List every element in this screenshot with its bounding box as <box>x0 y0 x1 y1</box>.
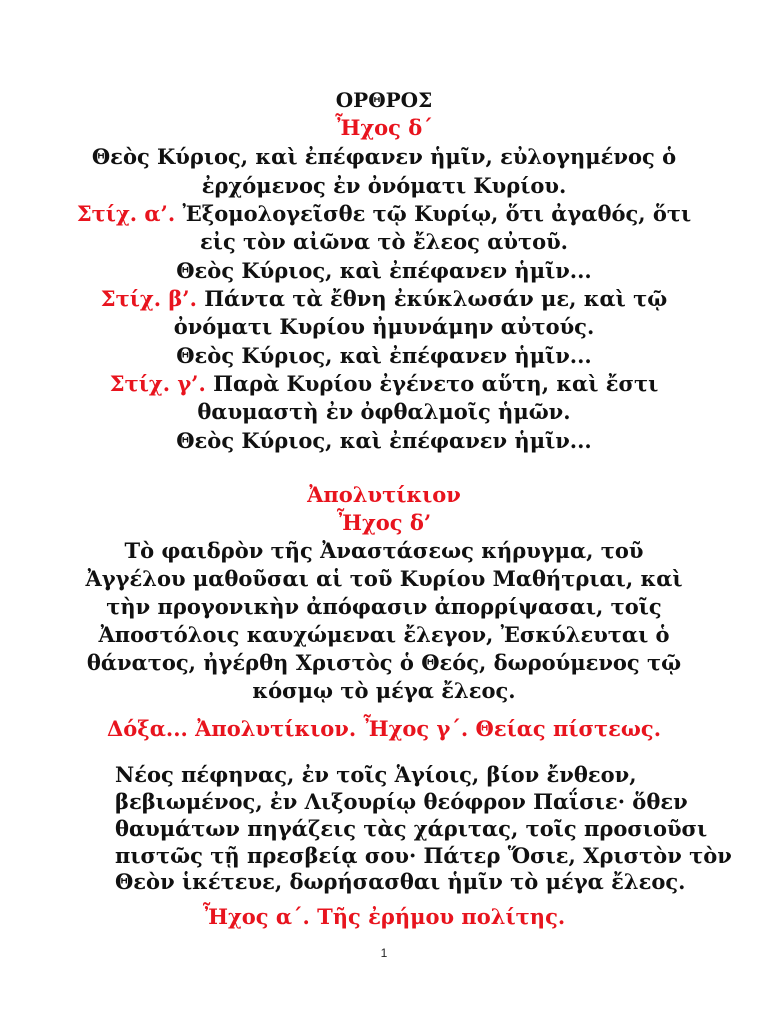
page-number: 1 <box>380 946 388 960</box>
verse-line: ὀνόματι Κυρίου ἠμυνάμην αὐτούς. <box>173 314 595 339</box>
service-title: ΟΡΘΡΟΣ <box>335 88 433 112</box>
hymn-line: βεβιωμένος, ἐν Λιξουρίῳ θεόφρον Παΐσιε· ὅθεν <box>115 789 688 814</box>
stichos-1 <box>0 200 768 228</box>
doxa-heading: Δόξα... Ἀπολυτίκιον. Ἦχος γ΄. Θείας πίστεως. <box>106 716 662 741</box>
verse-line: ἐρχόμενος ἐν ὀνόματι Κυρίου. <box>201 173 567 198</box>
refrain-line: Θεὸς Κύριος, καὶ ἐπέφανεν ἡμῖν... <box>176 428 592 453</box>
hymn-line: Ἀγγέλου μαθοῦσαι αἱ τοῦ Κυρίου Μαθήτριαι, καὶ <box>85 566 683 591</box>
hymn-line: Θεὸν ἱκέτευε, δωρήσασθαι ἡμῖν τὸ μέγα ἔλεος. <box>115 869 686 894</box>
hymn-line: πιστῶς τῇ πρεσβείᾳ σου· Πάτερ Ὅσιε, Χριστὸν τὸν <box>115 843 732 868</box>
echos-heading: Ἦχος δ΄ <box>335 115 433 140</box>
stichos-text: Παρὰ Κυρίου ἐγένετο αὕτη, καὶ ἔστι <box>205 371 659 396</box>
hymn-line: Ἀποστόλοις καυχώμεναι ἔλεγον, Ἐσκύλευται ὁ <box>98 622 670 647</box>
refrain-line: Θεὸς Κύριος, καὶ ἐπέφανεν ἡμῖν... <box>176 343 592 368</box>
stichos-label: Στίχ. β’. <box>100 286 197 311</box>
stichos-3 <box>0 370 768 398</box>
hymn-line: θαυμάτων πηγάζεις τὰς χάριτας, τοῖς προσιοῦσι <box>115 816 708 841</box>
verse-line: Θεὸς Κύριος, καὶ ἐπέφανεν ἡμῖν, εὐλογημένος ὁ <box>91 144 677 169</box>
stichos-label: Στίχ. γ’. <box>109 371 206 396</box>
refrain-line: Θεὸς Κύριος, καὶ ἐπέφανεν ἡμῖν... <box>176 258 592 283</box>
stichos-text: Ἐξομολογεῖσθε τῷ Κυρίῳ, ὅτι ἀγαθός, ὅτι <box>175 201 692 226</box>
hymn-line: τὴν προγονικὴν ἀπόφασιν ἀπορρίψασαι, τοῖς <box>106 594 662 619</box>
verse-line: θαυμαστὴ ἐν ὀφθαλμοῖς ἡμῶν. <box>197 399 571 424</box>
next-hymn-heading: Ἦχος α΄. Τῆς ἐρήμου πολίτης. <box>202 904 566 929</box>
hymn-line: κόσμῳ τὸ μέγα ἔλεος. <box>252 678 516 703</box>
stichos-label: Στίχ. α’. <box>76 201 176 226</box>
apolytikion-title: Ἀπολυτίκιον <box>307 482 461 507</box>
stichos-text: Πάντα τὰ ἔθνη ἐκύκλωσάν με, καὶ τῷ <box>196 286 668 311</box>
hymn-line: Νέος πέφηνας, ἐν τοῖς Ἁγίοις, βίον ἔνθεον, <box>115 762 637 787</box>
hymn-line: θάνατος, ἠγέρθη Χριστὸς ὁ Θεός, δωρούμενος τῷ <box>86 650 682 675</box>
verse-line: εἰς τὸν αἰῶνα τὸ ἔλεος αὐτοῦ. <box>200 229 568 254</box>
stichos-2 <box>0 285 768 313</box>
hymn-line: Τὸ φαιδρὸν τῆς Ἀναστάσεως κήρυγμα, τοῦ <box>124 538 644 563</box>
echos-heading: Ἦχος δ’ <box>336 510 432 535</box>
